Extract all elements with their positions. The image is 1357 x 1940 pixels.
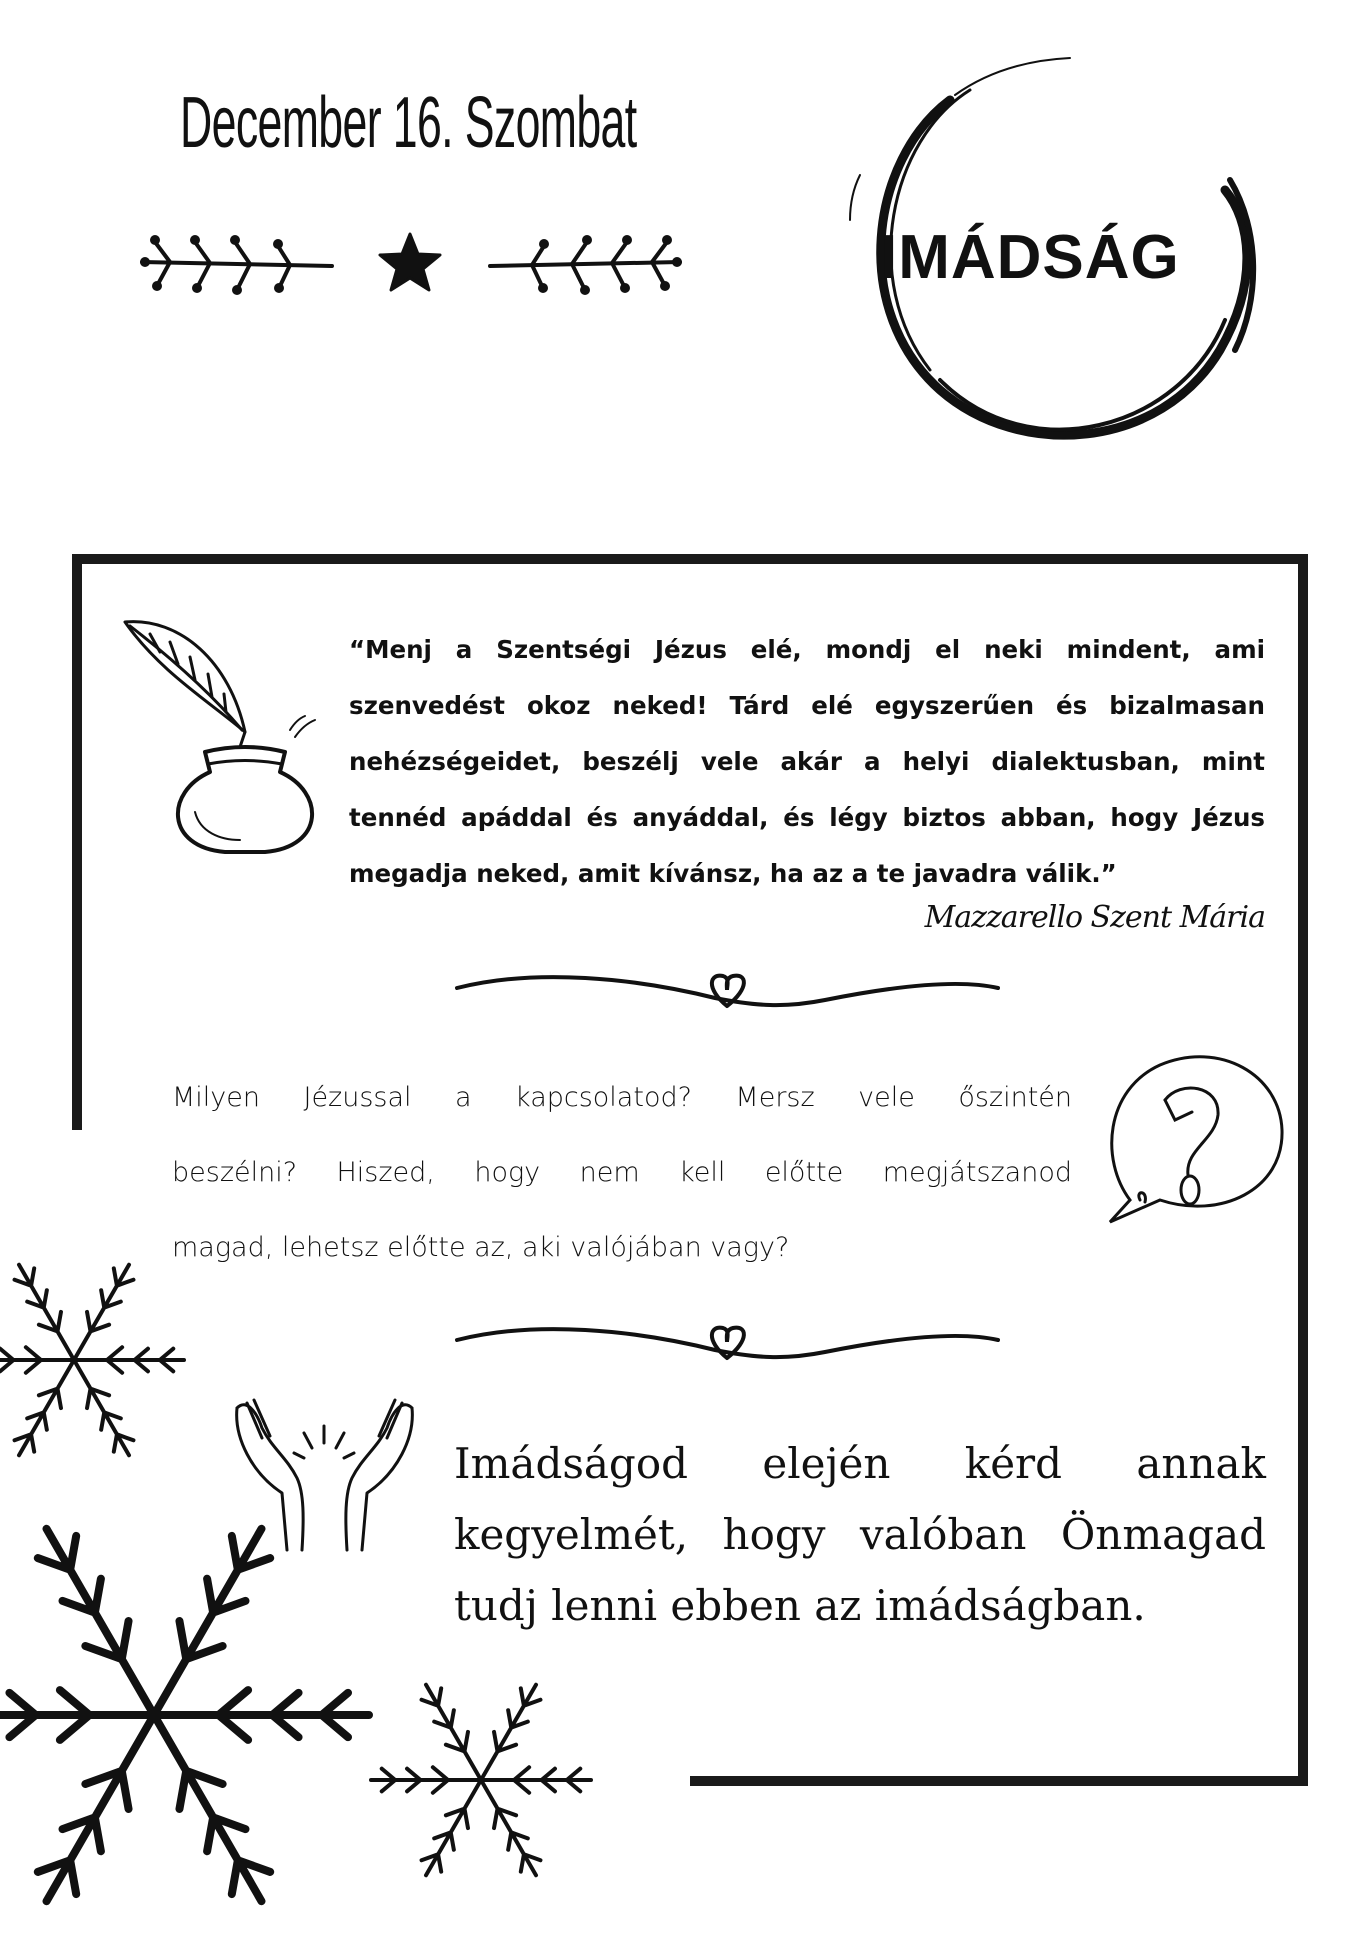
prayer-line: tudj lenni ebben az imádságban.: [454, 1581, 1146, 1630]
quill-inkpot-icon: [120, 612, 325, 852]
snowflake-arms: [0, 1265, 184, 1456]
question-line: Milyen Jézussal a kapcsolatod? Mersz vele őszintén: [172, 1082, 1072, 1113]
question-bubble-icon: [1100, 1050, 1290, 1230]
quote-line: szenvedést okoz neked! Tárd elé egyszerűen és bizalmasan: [349, 691, 1265, 720]
quote-line: tennéd apáddal és anyáddal, és légy biztos abban, hogy Jézus: [349, 803, 1265, 832]
frame-border-bottom: [690, 1776, 1308, 1786]
frame-border-right: [1298, 554, 1308, 1786]
branch-icon: [140, 228, 335, 303]
snowflake-icon: [0, 1490, 379, 1940]
quote-line: nehézségeidet, beszélj vele akár a helyi dialektusban, mint: [349, 747, 1265, 776]
snowflake-arms: [371, 1685, 591, 1876]
quote-author: Mazzarello Szent Mária: [924, 900, 1265, 935]
reflection-question: [172, 1060, 1072, 1285]
snowflake-arms: [0, 1529, 369, 1901]
prayer-line: Imádságod elején kérd annak: [454, 1439, 1266, 1488]
frame-border-top: [74, 554, 1308, 564]
quote-line: megadja neked, amit kívánsz, ha az a te javadra válik.”: [349, 859, 1117, 888]
prayer-text: [454, 1428, 1266, 1641]
branch-icon: [487, 228, 682, 303]
quote-line: “Menj a Szentségi Jézus elé, mondj el neki mindent, ami: [349, 635, 1265, 664]
date-title: December 16. Szombat: [180, 83, 637, 163]
heart-divider-icon: [455, 1320, 1000, 1370]
snowflake-icon: [361, 1660, 601, 1900]
prayer-line: kegyelmét, hogy valóban Önmagad: [454, 1510, 1266, 1559]
star-icon: [378, 232, 442, 292]
badge-title: IMÁDSÁG: [880, 223, 1180, 292]
snowflake-icon: [0, 1240, 194, 1480]
question-line: magad, lehetsz előtte az, aki valójában vagy?: [172, 1232, 790, 1263]
quote-text: [349, 622, 1265, 902]
heart-divider-icon: [455, 968, 1000, 1018]
frame-border-left: [72, 554, 82, 1130]
question-line: beszélni? Hiszed, hogy nem kell előtte megjátszanod: [172, 1157, 1072, 1188]
